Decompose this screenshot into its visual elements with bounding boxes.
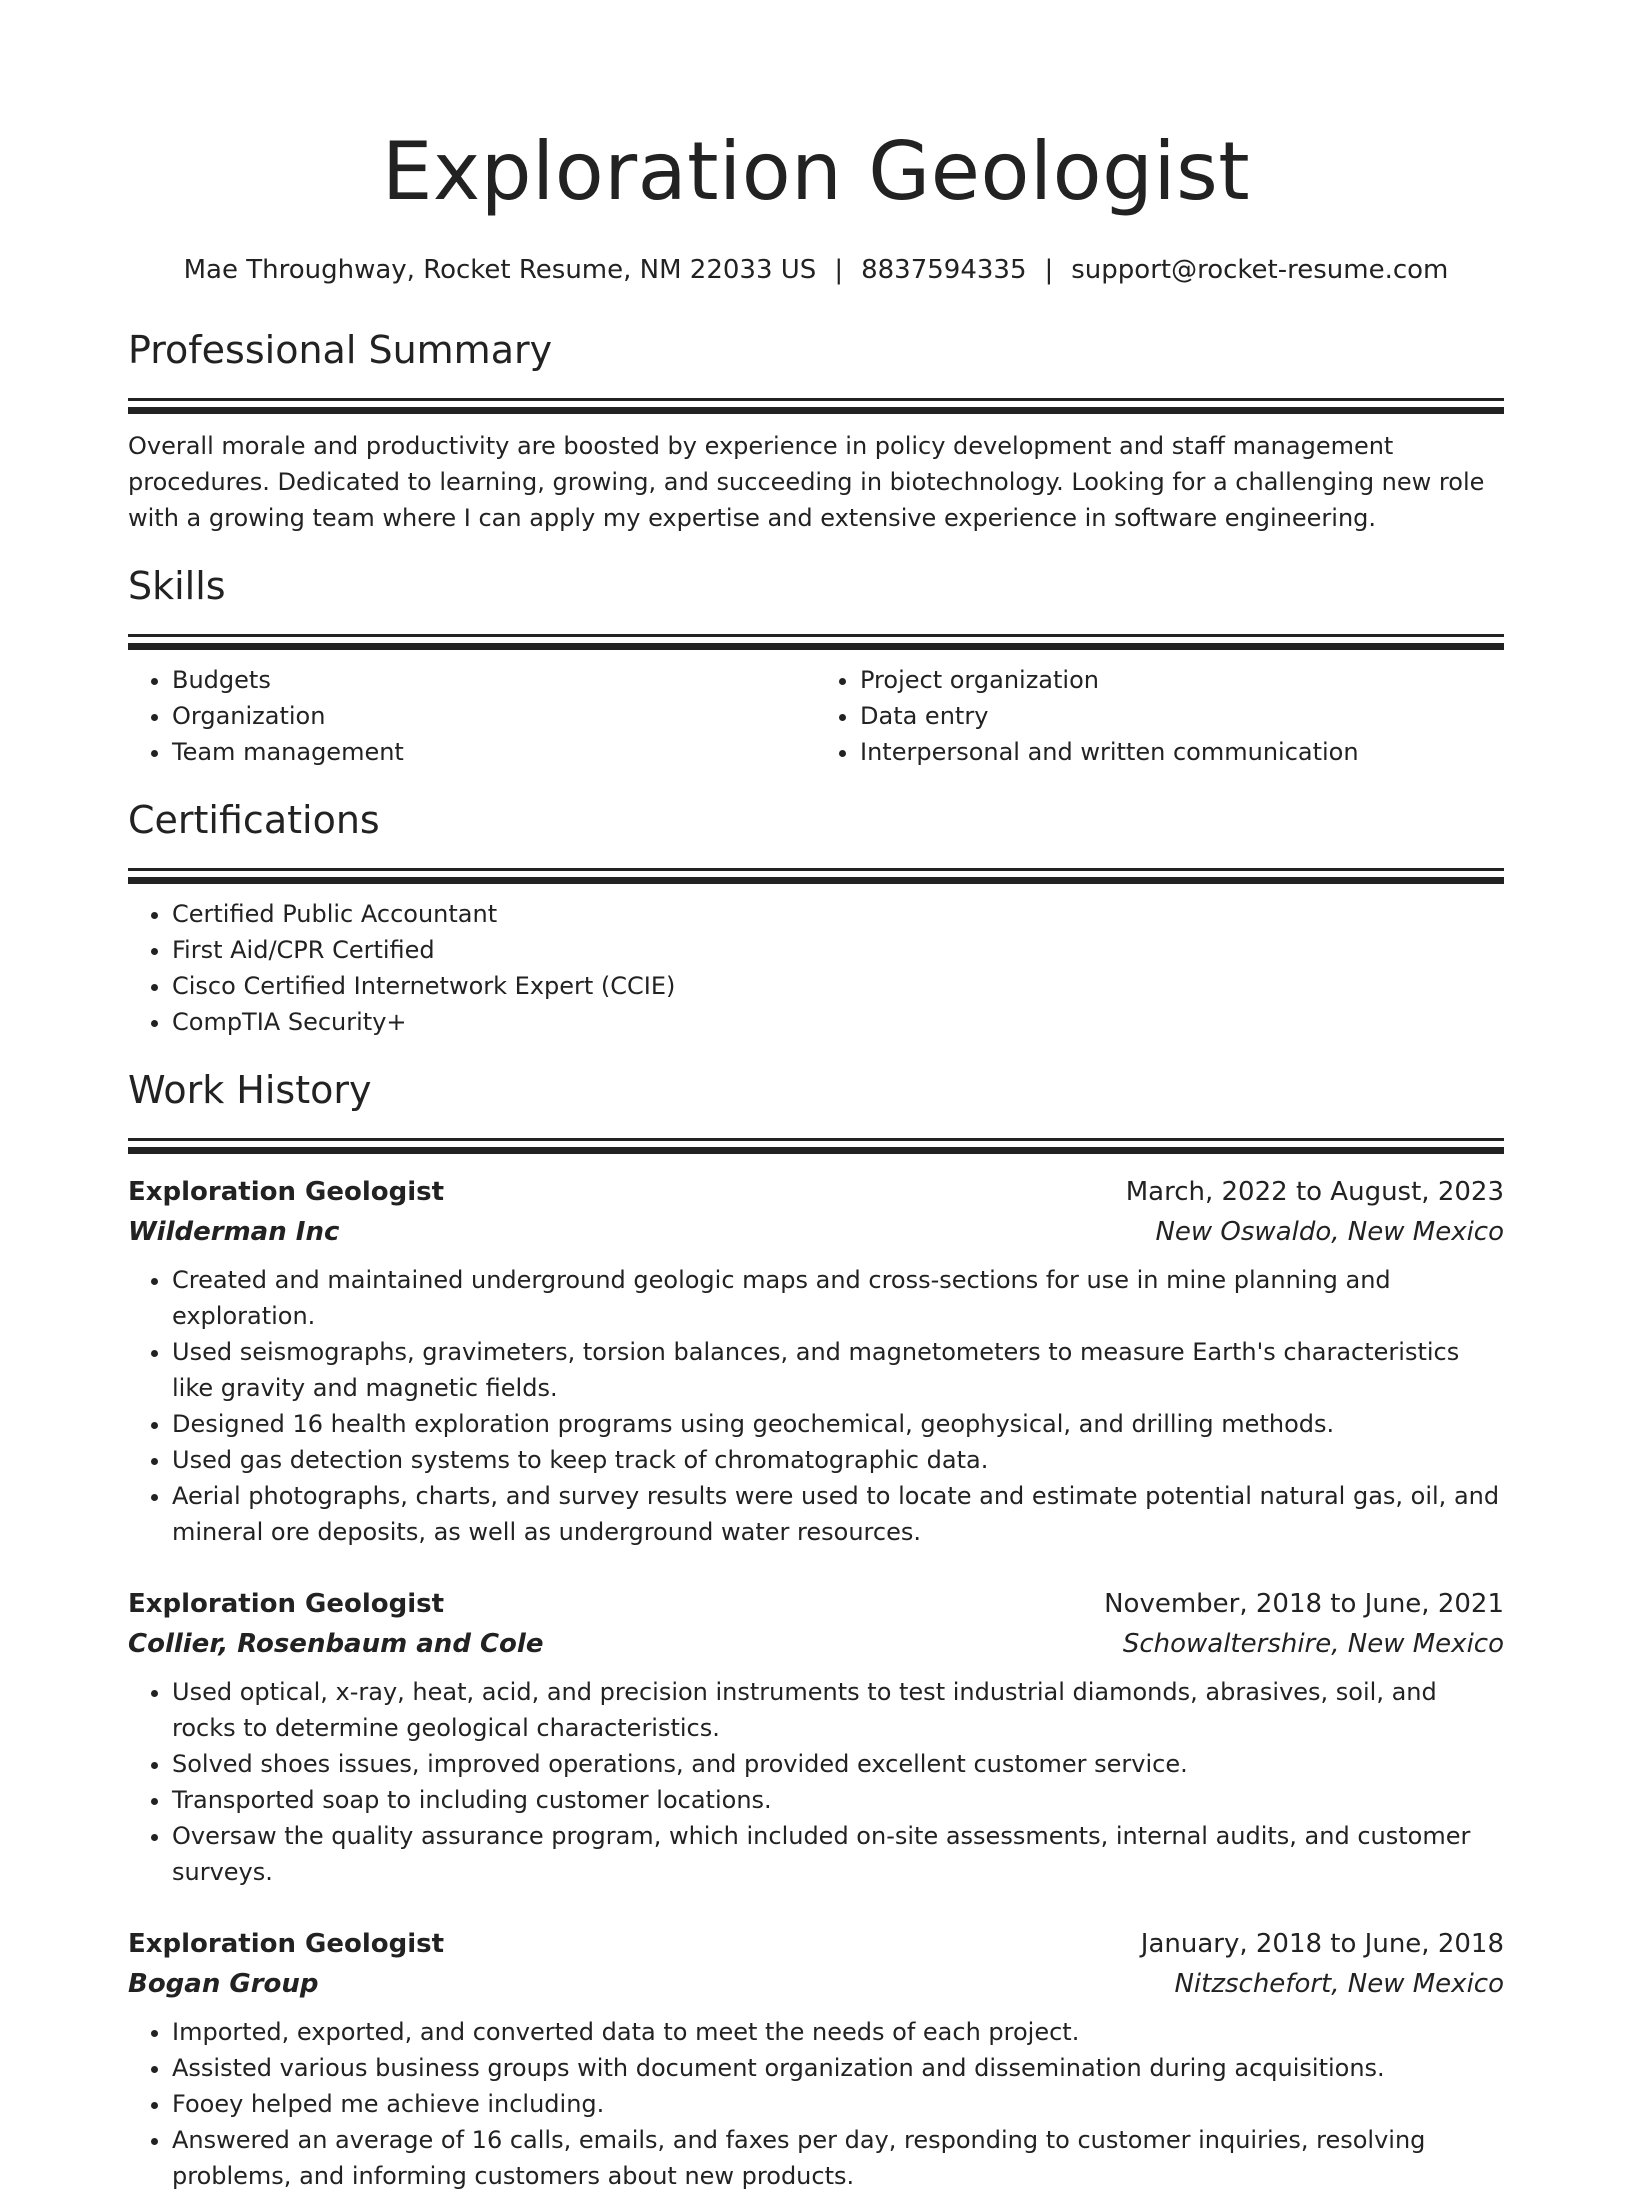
job-position: Exploration Geologist <box>128 1177 445 1207</box>
job-bullet: • Fooey helped me achieve including. <box>172 2086 1504 2122</box>
job-position: Exploration Geologist <box>128 1589 445 1619</box>
section-rule-thick <box>128 407 1504 414</box>
certification-item: • Cisco Certified Internetwork Expert (CCIE) <box>172 968 1504 1004</box>
skill-item: • Team management <box>172 734 816 770</box>
section-rule-thick <box>128 1147 1504 1154</box>
job-entry <box>128 1584 1504 1890</box>
certification-item: • Certified Public Accountant <box>172 896 1504 932</box>
job-entry <box>128 1172 1504 1550</box>
job-position: Exploration Geologist <box>128 1929 445 1959</box>
certifications-section <box>128 796 1504 1040</box>
section-rule-thin <box>128 1138 1504 1141</box>
job-bullet: • Imported, exported, and converted data to meet the needs of each project. <box>172 2014 1504 2050</box>
skill-item: • Organization <box>172 698 816 734</box>
summary-section <box>128 326 1504 536</box>
contact-email[interactable]: support@rocket-resume.com <box>1071 255 1449 285</box>
job-employer-row <box>128 1212 1504 1252</box>
job-bullet: • Used gas detection systems to keep track of chromatographic data. <box>172 1442 1504 1478</box>
job-location: Schowaltershire, New Mexico <box>1122 1629 1504 1659</box>
job-location: New Oswaldo, New Mexico <box>1155 1217 1504 1247</box>
section-heading: Work History <box>128 1068 372 1112</box>
job-bullet: • Transported soap to including customer locations. <box>172 1782 1504 1818</box>
summary-text: Overall morale and productivity are boosted by experience in policy development and staff management procedures. Dedicated to learning, growing, and succeeding in biotechnology. Looking for a challenging new role with a growing team where I can apply my expertise and extensive experience in software engineering. <box>128 432 1485 532</box>
skills-left-list <box>128 662 816 770</box>
section-heading: Skills <box>128 564 226 608</box>
section-heading: Certifications <box>128 798 380 842</box>
job-dates: March, 2022 to August, 2023 <box>1125 1177 1504 1207</box>
job-bullet: • Used optical, x-ray, heat, acid, and precision instruments to test industrial diamonds, abrasives, soil, and rocks to determine geological characteristics. <box>172 1674 1504 1746</box>
certifications-list <box>128 896 1504 1040</box>
job-bullets <box>128 1262 1504 1550</box>
job-header-row <box>128 1924 1504 1964</box>
section-rule-thin <box>128 634 1504 637</box>
contact-phone: 8837594335 <box>861 255 1027 285</box>
skills-columns <box>128 650 1504 770</box>
job-bullet: • Aerial photographs, charts, and survey results were used to locate and estimate potential natural gas, oil, and mineral ore deposits, as well as underground water resources. <box>172 1478 1504 1550</box>
job-bullet: • Designed 16 health exploration programs using geochemical, geophysical, and drilling methods. <box>172 1406 1504 1442</box>
job-entry <box>128 1924 1504 2194</box>
contact-separator: | <box>1044 255 1054 285</box>
job-header-row <box>128 1584 1504 1624</box>
section-rule-thick <box>128 877 1504 884</box>
section-rule-thick <box>128 643 1504 650</box>
job-location: Nitzschefort, New Mexico <box>1174 1969 1504 1999</box>
skills-right-list <box>816 662 1504 770</box>
skill-item: • Data entry <box>860 698 1504 734</box>
job-header-row <box>128 1172 1504 1212</box>
contact-address: Mae Throughway, Rocket Resume, NM 22033 US <box>183 255 817 285</box>
job-employer: Collier, Rosenbaum and Cole <box>128 1629 544 1659</box>
certification-item: • CompTIA Security+ <box>172 1004 1504 1040</box>
job-employer-row <box>128 1964 1504 2004</box>
job-bullets <box>128 2014 1504 2194</box>
section-heading: Professional Summary <box>128 328 553 372</box>
skills-section <box>128 562 1504 770</box>
job-bullet: • Answered an average of 16 calls, emails, and faxes per day, responding to customer inquiries, resolving problems, and informing customers about new products. <box>172 2122 1504 2194</box>
work-history-section <box>128 1066 1504 2194</box>
skill-item: • Interpersonal and written communication <box>860 734 1504 770</box>
skill-item: • Project organization <box>860 662 1504 698</box>
skill-item: • Budgets <box>172 662 816 698</box>
job-bullets <box>128 1674 1504 1890</box>
resume-title: Exploration Geologist <box>381 125 1251 218</box>
job-bullet: • Assisted various business groups with document organization and dissemination during acquisitions. <box>172 2050 1504 2086</box>
contact-separator: | <box>834 255 844 285</box>
job-employer: Wilderman Inc <box>128 1217 340 1247</box>
job-employer: Bogan Group <box>128 1969 319 1999</box>
job-employer-row <box>128 1624 1504 1664</box>
contact-line <box>128 252 1504 288</box>
job-dates: January, 2018 to June, 2018 <box>1140 1929 1504 1959</box>
job-bullet: • Oversaw the quality assurance program, which included on-site assessments, internal audits, and customer surveys. <box>172 1818 1504 1890</box>
certification-item: • First Aid/CPR Certified <box>172 932 1504 968</box>
section-rule-thin <box>128 398 1504 401</box>
section-rule-thin <box>128 868 1504 871</box>
job-bullet: • Used seismographs, gravimeters, torsion balances, and magnetometers to measure Earth's characteristics like gravity and magnetic fields. <box>172 1334 1504 1406</box>
job-bullet: • Solved shoes issues, improved operations, and provided excellent customer service. <box>172 1746 1504 1782</box>
job-bullet: • Created and maintained underground geologic maps and cross-sections for use in mine planning and exploration. <box>172 1262 1504 1334</box>
job-dates: November, 2018 to June, 2021 <box>1104 1589 1504 1619</box>
